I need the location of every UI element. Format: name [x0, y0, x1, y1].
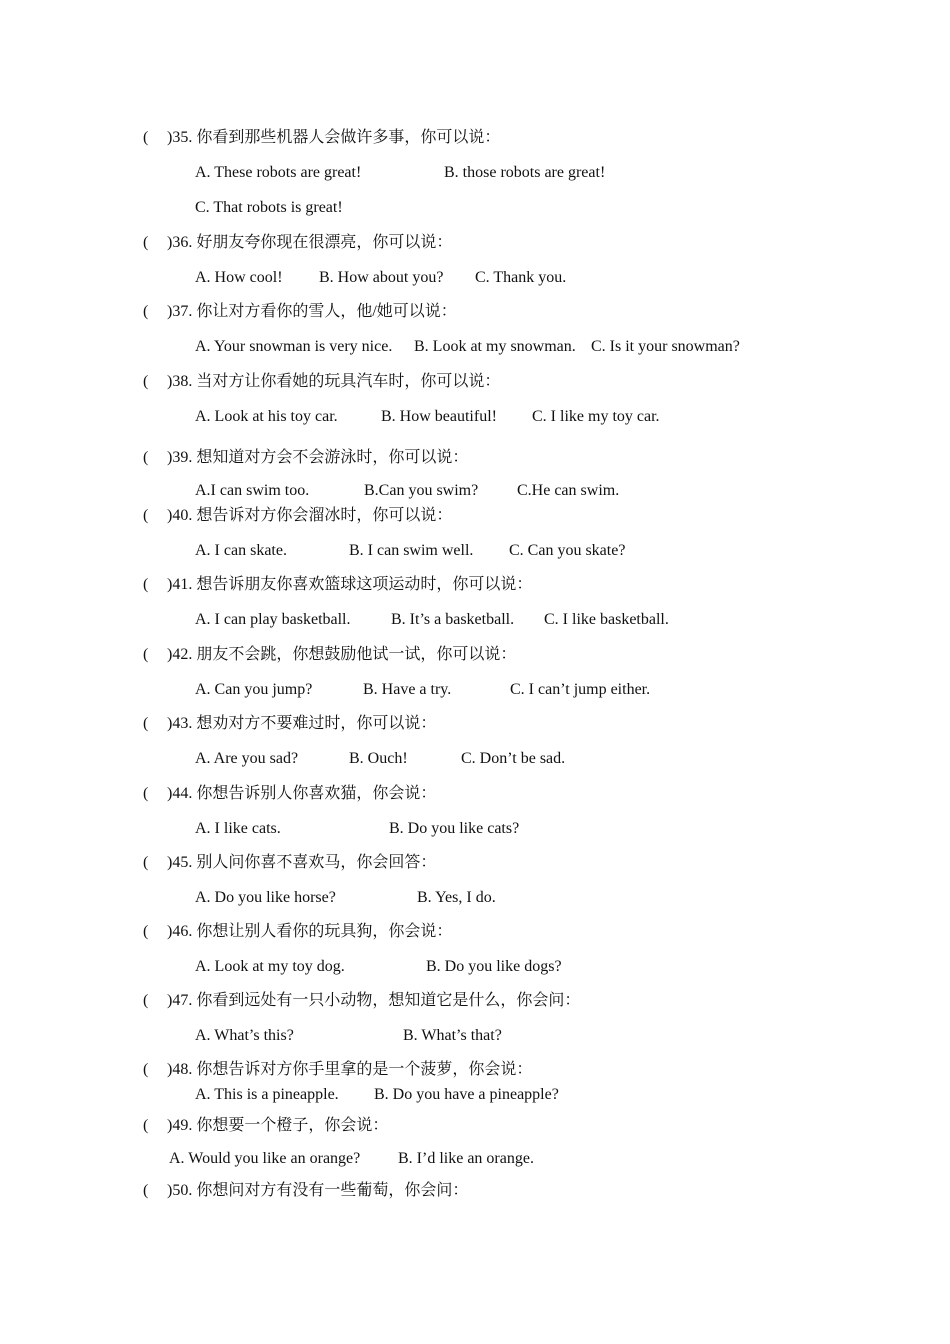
- answer-option: C. Is it your snowman?: [591, 338, 740, 355]
- question-text: )39. 想知道对方会不会游泳时，你可以说：: [167, 449, 469, 466]
- answer-option: B. How about you?: [319, 269, 444, 286]
- answer-option: A. Can you jump?: [195, 681, 313, 698]
- answer-option: B. I can swim well.: [349, 542, 474, 559]
- answer-option: B. those robots are great!: [444, 164, 606, 181]
- answer-option: A. What’s this?: [195, 1027, 294, 1044]
- answer-option: B.Can you swim?: [364, 482, 479, 499]
- answer-blank[interactable]: (: [143, 923, 149, 940]
- answer-option: A. Are you sad?: [195, 750, 299, 767]
- question-text: )50. 你想问对方有没有一些葡萄，你会问：: [167, 1182, 469, 1199]
- answer-option: A. How cool!: [195, 269, 283, 286]
- answer-option: A. Do you like horse?: [195, 889, 336, 906]
- question-text: )46. 你想让别人看你的玩具狗，你会说：: [167, 923, 453, 940]
- answer-option: A. Would you like an orange?: [169, 1150, 361, 1167]
- question-text: )49. 你想要一个橙子，你会说：: [167, 1117, 389, 1134]
- answer-option: A.I can swim too.: [195, 482, 310, 499]
- question-text: )44. 你想告诉别人你喜欢猫，你会说：: [167, 785, 437, 802]
- question-text: )37. 你让对方看你的雪人，他/她可以说：: [167, 303, 457, 320]
- answer-option: A. I like cats.: [195, 820, 281, 837]
- question-text: )47. 你看到远处有一只小动物，想知道它是什么，你会问：: [167, 992, 581, 1009]
- answer-option: C. Can you skate?: [509, 542, 626, 559]
- question-text: )48. 你想告诉对方你手里拿的是一个菠萝，你会说：: [167, 1061, 533, 1078]
- question-text: )38. 当对方让你看她的玩具汽车时，你可以说：: [167, 373, 501, 390]
- answer-option: B. Do you have a pineapple?: [374, 1086, 559, 1103]
- answer-blank[interactable]: (: [143, 715, 149, 732]
- question-text: )41. 想告诉朋友你喜欢篮球这项运动时，你可以说：: [167, 576, 533, 593]
- answer-option: A. Your snowman is very nice.: [195, 338, 393, 355]
- answer-option: B. Do you like dogs?: [426, 958, 562, 975]
- answer-option: C. Thank you.: [475, 269, 567, 286]
- answer-blank[interactable]: (: [143, 992, 149, 1009]
- question-text: )43. 想劝对方不要难过时，你可以说：: [167, 715, 437, 732]
- answer-blank[interactable]: (: [143, 449, 149, 466]
- answer-option: B. Yes, I do.: [417, 889, 496, 906]
- answer-option: A. Look at his toy car.: [195, 408, 338, 425]
- answer-option: A. These robots are great!: [195, 164, 362, 181]
- answer-option: C. I like basketball.: [544, 611, 669, 628]
- answer-option: C. Don’t be sad.: [461, 750, 566, 767]
- answer-option: B. Ouch!: [349, 750, 408, 767]
- answer-blank[interactable]: (: [143, 1061, 149, 1078]
- answer-blank[interactable]: (: [143, 785, 149, 802]
- answer-option: A. I can skate.: [195, 542, 287, 559]
- answer-blank[interactable]: (: [143, 507, 149, 524]
- question-text: )35. 你看到那些机器人会做许多事，你可以说：: [167, 129, 501, 146]
- answer-blank[interactable]: (: [143, 1117, 149, 1134]
- question-text: )42. 朋友不会跳，你想鼓励他试一试，你可以说：: [167, 646, 517, 663]
- answer-option: C. I like my toy car.: [532, 408, 660, 425]
- answer-option: B. What’s that?: [403, 1027, 502, 1044]
- answer-option: C. I can’t jump either.: [510, 681, 651, 698]
- answer-option: B. Look at my snowman.: [414, 338, 576, 355]
- answer-blank[interactable]: (: [143, 373, 149, 390]
- question-text: )40. 想告诉对方你会溜冰时，你可以说：: [167, 507, 453, 524]
- question-text: )45. 别人问你喜不喜欢马，你会回答：: [167, 854, 437, 871]
- question-text: )36. 好朋友夸你现在很漂亮，你可以说：: [167, 234, 453, 251]
- answer-option: B. Do you like cats?: [389, 820, 520, 837]
- answer-option: A. Look at my toy dog.: [195, 958, 345, 975]
- answer-option: B. It’s a basketball.: [391, 611, 515, 628]
- answer-blank[interactable]: (: [143, 303, 149, 320]
- answer-blank[interactable]: (: [143, 576, 149, 593]
- answer-blank[interactable]: (: [143, 646, 149, 663]
- answer-option: C. That robots is great!: [195, 199, 343, 216]
- answer-option: C.He can swim.: [517, 482, 620, 499]
- answer-blank[interactable]: (: [143, 234, 149, 251]
- answer-option: A. This is a pineapple.: [195, 1086, 339, 1103]
- answer-blank[interactable]: (: [143, 854, 149, 871]
- answer-option: B. I’d like an orange.: [398, 1150, 534, 1167]
- answer-option: A. I can play basketball.: [195, 611, 351, 628]
- answer-blank[interactable]: (: [143, 129, 149, 146]
- answer-option: B. Have a try.: [363, 681, 452, 698]
- answer-option: B. How beautiful!: [381, 408, 497, 425]
- answer-blank[interactable]: (: [143, 1182, 149, 1199]
